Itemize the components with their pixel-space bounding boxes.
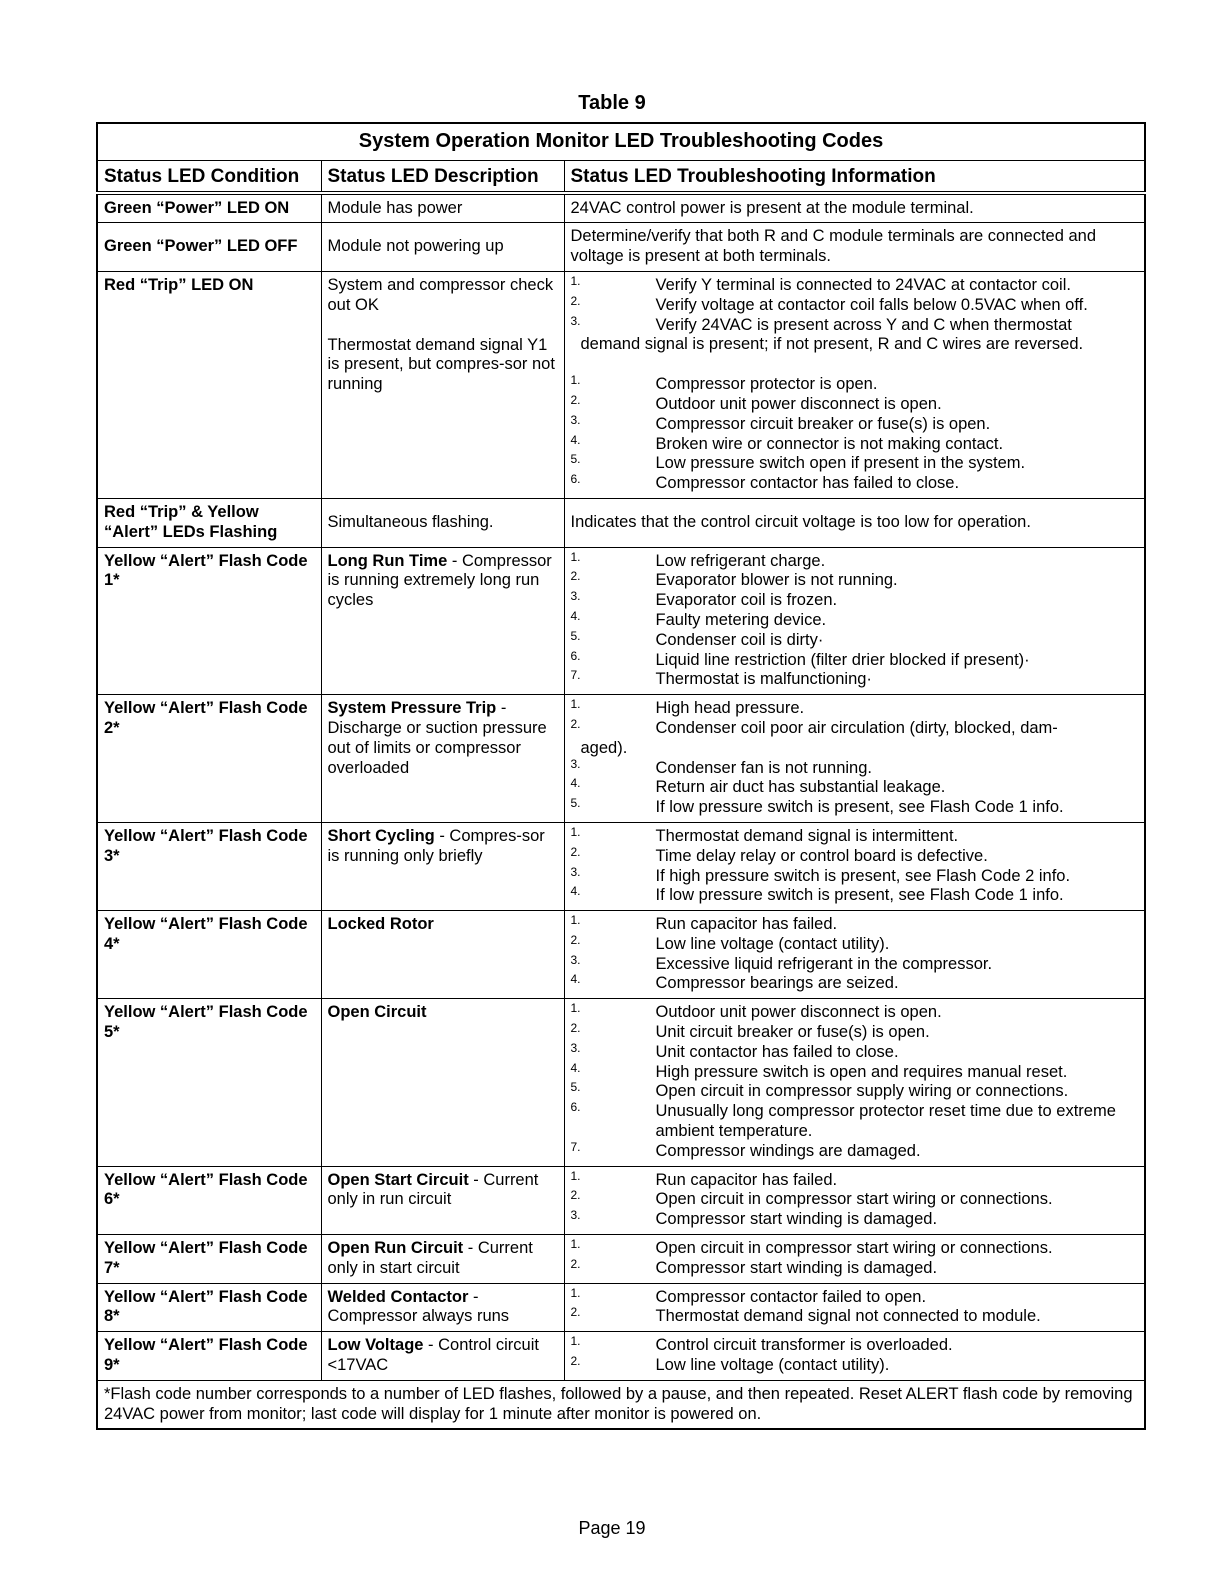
list-number: 1. (570, 1285, 581, 1300)
list-item-text: Open circuit in compressor supply wiring or connections. (655, 1082, 1069, 1101)
list-item-text: Compressor contactor has failed to close. (655, 474, 960, 493)
list-item-text: Open circuit in compressor start wiring or connections. (655, 1190, 1053, 1209)
list-item (570, 932, 1139, 955)
table-footnote: *Flash code number corresponds to a number of LED flashes, followed by a pause, and then repeated. Reset ALERT flash code by removing 24VAC power from monitor; last code will display for 1 minute after monitor is powered on. (97, 1380, 1145, 1429)
numbered-list (571, 1239, 1139, 1279)
list-item-text: Compressor windings are damaged. (655, 1141, 921, 1160)
list-item (571, 1356, 1139, 1376)
numbered-list (570, 824, 1139, 906)
information-cell (564, 547, 1145, 695)
list-item (571, 1190, 1139, 1210)
list-item (570, 1060, 1139, 1083)
list-number: 1. (570, 1237, 581, 1252)
information-cell (564, 1235, 1145, 1284)
table-row (97, 271, 1145, 498)
list-item (570, 1139, 1139, 1162)
table-row (97, 498, 1145, 547)
description-text: - Discharge or suction pressure out of limits or compressor overloaded (327, 699, 547, 777)
description-cell (321, 822, 564, 910)
description-title: System Pressure Trip (327, 699, 497, 718)
list-item (570, 756, 1139, 779)
list-number: 4. (570, 972, 581, 987)
list-item-text: Unit circuit breaker or fuse(s) is open. (655, 1023, 930, 1042)
list-number: 2. (570, 392, 581, 407)
list-item-text: Excessive liquid refrigerant in the compressor. (655, 954, 993, 973)
list-item-text: Compressor start winding is damaged. (655, 1210, 938, 1229)
list-item (571, 1003, 1139, 1023)
list-number: 4. (570, 884, 581, 899)
description-block (328, 1288, 558, 1328)
condition-cell: Yellow “Alert” Flash Code 5* (97, 999, 321, 1166)
list-number: 7. (570, 668, 581, 683)
information-cell (564, 822, 1145, 910)
list-item-text: Time delay relay or control board is defective. (655, 846, 988, 865)
list-item-text: Verify 24VAC is present across Y and C when thermostat (655, 315, 1072, 334)
list-item (571, 571, 1139, 591)
list-item-text: If high pressure switch is present, see Flash Code 2 info. (655, 866, 1071, 885)
description-block (328, 237, 558, 257)
numbered-list (571, 375, 1139, 494)
list-number: 2. (570, 1256, 581, 1271)
list-item-text: Low refrigerant charge. (655, 551, 826, 570)
list-item-text: Run capacitor has failed. (655, 1170, 838, 1189)
information-cell (564, 695, 1145, 823)
table-row (97, 1166, 1145, 1234)
condition-cell: Red “Trip” LED ON (97, 271, 321, 498)
list-item (570, 844, 1139, 867)
list-item (571, 454, 1139, 474)
description-block (328, 827, 558, 867)
condition-cell: Yellow “Alert” Flash Code 7* (97, 1235, 321, 1284)
list-number: 3. (570, 952, 581, 967)
list-item (570, 1168, 1139, 1191)
condition-cell: Red “Trip” & Yellow “Alert” LEDs Flashing (97, 498, 321, 547)
description-block (328, 513, 558, 533)
description-title: Locked Rotor (327, 915, 434, 934)
table-heading: System Operation Monitor LED Troubleshooting Codes (97, 123, 1145, 160)
description-cell (321, 999, 564, 1166)
list-item (571, 1307, 1139, 1327)
list-item (571, 375, 1139, 395)
list-continuation: demand signal is present; if not present, R and C wires are reversed. (580, 335, 1084, 354)
list-number: 5. (570, 1080, 581, 1095)
description-block (328, 552, 558, 611)
table-title: Table 9 (578, 92, 646, 114)
description-text: Thermostat demand signal Y1 is present, but compres-sor not running (327, 335, 555, 394)
list-item (571, 974, 1139, 994)
list-number: 4. (570, 432, 581, 447)
description-block (328, 915, 558, 935)
description-cell (321, 1332, 564, 1381)
list-item-text: Outdoor unit power disconnect is open. (655, 394, 942, 413)
list-item (570, 952, 1139, 975)
information-cell: 24VAC control power is present at the module terminal. (564, 193, 1145, 223)
list-item-text: Evaporator blower is not running. (655, 571, 898, 590)
list-item-text: Low pressure switch open if present in the system. (655, 454, 1026, 473)
list-item (571, 778, 1139, 798)
list-item (570, 432, 1139, 455)
list-item (570, 293, 1139, 316)
list-item (571, 699, 1139, 719)
description-title: Open Run Circuit (327, 1239, 464, 1258)
condition-cell: Yellow “Alert” Flash Code 3* (97, 822, 321, 910)
numbered-list (571, 1003, 1139, 1161)
list-item-text: Return air duct has substantial leakage. (655, 778, 946, 797)
list-item-text: Evaporator coil is frozen. (655, 591, 838, 610)
list-number: 1. (570, 373, 581, 388)
list-number: 1. (570, 697, 581, 712)
list-item-text: Condenser coil poor air circulation (dirty, blocked, dam- (655, 718, 1058, 737)
description-title: Open Circuit (327, 1003, 427, 1022)
troubleshooting-table (96, 122, 1146, 1430)
numbered-list (570, 1285, 1139, 1328)
list-item (571, 1082, 1139, 1102)
table-row (97, 695, 1145, 823)
condition-cell: Yellow “Alert” Flash Code 2* (97, 695, 321, 823)
description-title: Short Cycling (327, 826, 435, 845)
list-number: 3. (570, 756, 581, 771)
list-number: 2. (570, 1188, 581, 1203)
list-number: 7. (570, 1139, 581, 1154)
table-row (97, 547, 1145, 695)
description-cell (321, 911, 564, 999)
list-number: 2. (570, 844, 581, 859)
description-text: System and compressor check out OK (327, 275, 554, 314)
list-number: 5. (570, 796, 581, 811)
numbered-list (571, 1336, 1139, 1376)
information-cell (564, 999, 1145, 1166)
list-number: 3. (570, 1208, 581, 1223)
list-item-text: Outdoor unit power disconnect is open. (655, 1003, 942, 1022)
list-item-text: High pressure switch is open and requires manual reset. (655, 1062, 1068, 1081)
description-block (328, 276, 558, 316)
list-item (570, 1285, 1139, 1308)
table-row (97, 911, 1145, 999)
list-item (571, 591, 1139, 611)
list-item-text: Compressor circuit breaker or fuse(s) is open. (655, 414, 991, 433)
description-title: Open Start Circuit (327, 1170, 469, 1189)
description-text: Module not powering up (327, 237, 504, 256)
list-item (570, 628, 1139, 651)
condition-cell: Yellow “Alert” Flash Code 9* (97, 1332, 321, 1381)
list-number: 1. (570, 824, 581, 839)
list-item-text: Condenser fan is not running. (655, 758, 872, 777)
list-item (570, 648, 1139, 671)
list-item-text: Verify Y terminal is connected to 24VAC at contactor coil. (655, 275, 1071, 294)
information-cell (564, 911, 1145, 999)
description-text: Simultaneous flashing. (327, 512, 494, 531)
list-item (570, 608, 1139, 631)
list-number: 5. (570, 452, 581, 467)
list-item-text: Compressor bearings are seized. (655, 974, 899, 993)
list-item (570, 412, 1139, 435)
list-item (571, 1336, 1139, 1356)
list-number: 2. (570, 1354, 581, 1369)
list-number: 1. (570, 273, 581, 288)
description-text: - Current only in start circuit (327, 1239, 533, 1277)
list-item (570, 716, 1139, 739)
condition-cell: Yellow “Alert” Flash Code 4* (97, 911, 321, 999)
list-number: 1. (570, 1334, 581, 1349)
list-number: 3. (570, 1040, 581, 1055)
column-header-information: Status LED Troubleshooting Information (564, 160, 1145, 192)
list-item (571, 1239, 1139, 1259)
list-item (571, 886, 1139, 906)
page-number: Page 19 (578, 1518, 646, 1538)
list-number: 2. (570, 716, 581, 731)
description-block (328, 1336, 558, 1376)
information-cell (564, 1332, 1145, 1381)
list-item (571, 670, 1139, 690)
condition-cell: Yellow “Alert” Flash Code 1* (97, 547, 321, 695)
table-row (97, 1283, 1145, 1332)
information-cell: Indicates that the control circuit voltage is too low for operation. (564, 498, 1145, 547)
numbered-list (570, 549, 1139, 691)
list-item (570, 1256, 1139, 1279)
table-row (97, 193, 1145, 223)
list-number: 6. (570, 1100, 581, 1115)
information-cell (564, 1166, 1145, 1234)
list-number: 2. (570, 569, 581, 584)
list-item (570, 273, 1139, 296)
description-text: - Current only in run circuit (327, 1170, 539, 1209)
list-number: 2. (570, 932, 581, 947)
list-item-text: High head pressure. (655, 699, 805, 718)
description-text: - Compres-sor is running only briefly (327, 826, 545, 865)
numbered-list (570, 273, 1139, 355)
list-number: 6. (570, 472, 581, 487)
numbered-list (570, 1168, 1139, 1230)
list-number: 3. (570, 864, 581, 879)
list-item (570, 1040, 1139, 1063)
description-text: - Control circuit <17VAC (327, 1336, 539, 1375)
description-text: Module has power (327, 198, 463, 217)
column-header-description: Status LED Description (321, 160, 564, 192)
list-number: 1. (570, 549, 581, 564)
list-item (571, 798, 1139, 818)
list-number: 4. (570, 1060, 581, 1075)
table-body (97, 193, 1145, 1381)
description-title: Long Run Time (327, 551, 448, 570)
list-item-text: Verify voltage at contactor coil falls below 0.5VAC when off. (655, 295, 1088, 314)
list-item (571, 915, 1139, 935)
list-item-text: If low pressure switch is present, see Flash Code 1 info. (655, 798, 1064, 817)
description-cell (321, 1166, 564, 1234)
list-number: 2. (570, 293, 581, 308)
list-number: 4. (570, 608, 581, 623)
list-number: 1. (570, 1168, 581, 1183)
list-item (570, 392, 1139, 415)
list-item-text: Compressor contactor failed to open. (655, 1287, 927, 1306)
list-item-text: Open circuit in compressor start wiring or connections. (655, 1239, 1053, 1258)
condition-cell: Green “Power” LED ON (97, 193, 321, 223)
list-item (570, 864, 1139, 887)
description-text: - Compressor is running extremely long run cycles (327, 551, 552, 610)
description-cell (321, 1283, 564, 1332)
description-cell (321, 498, 564, 547)
list-number: 3. (570, 313, 581, 328)
list-number: 5. (570, 628, 581, 643)
list-number: 2. (570, 1305, 581, 1320)
list-item-text: Faulty metering device. (655, 610, 827, 629)
list-item-text: Low line voltage (contact utility). (655, 934, 890, 953)
description-cell (321, 193, 564, 223)
description-cell (321, 271, 564, 498)
description-block (328, 199, 558, 219)
description-cell (321, 547, 564, 695)
table-row (97, 999, 1145, 1166)
description-block (328, 336, 558, 395)
list-item-text: If low pressure switch is present, see Flash Code 1 info. (655, 886, 1064, 905)
list-item-text: Low line voltage (contact utility). (655, 1356, 890, 1375)
description-block (328, 1171, 558, 1211)
list-item-text: Broken wire or connector is not making contact. (655, 434, 1004, 453)
list-continuation: aged). (580, 738, 628, 757)
condition-cell: Yellow “Alert” Flash Code 8* (97, 1283, 321, 1332)
list-item-text: Condenser coil is dirty· (655, 630, 824, 649)
description-block (328, 699, 558, 778)
list-number: 3. (570, 589, 581, 604)
condition-cell: Green “Power” LED OFF (97, 223, 321, 272)
list-item-text: Unit contactor has failed to close. (655, 1042, 899, 1061)
information-cell (564, 271, 1145, 498)
list-item-text: Unusually long compressor protector reset time due to extreme ambient temperature. (655, 1102, 1116, 1141)
table-row (97, 1235, 1145, 1284)
description-block (328, 1239, 558, 1279)
information-cell: Determine/verify that both R and C module terminals are connected and voltage is present at both terminals. (564, 223, 1145, 272)
list-number: 3. (570, 412, 581, 427)
table-row (97, 1332, 1145, 1381)
list-item-text: Control circuit transformer is overloaded. (655, 1336, 953, 1355)
list-number: 1. (570, 1001, 581, 1016)
list-number: 1. (570, 913, 581, 928)
list-item-text: Compressor start winding is damaged. (655, 1258, 938, 1277)
list-item (571, 474, 1139, 494)
list-item-text: Thermostat is malfunctioning· (655, 670, 872, 689)
description-block (328, 1003, 558, 1023)
condition-cell: Yellow “Alert” Flash Code 6* (97, 1166, 321, 1234)
information-cell (564, 1283, 1145, 1332)
description-text: - Compressor always runs (327, 1287, 510, 1326)
description-title: Welded Contactor (327, 1287, 469, 1306)
list-number: 4. (570, 776, 581, 791)
list-item (570, 313, 1139, 336)
list-item (571, 1023, 1139, 1043)
list-item-text: Liquid line restriction (filter drier blocked if present)· (655, 650, 1030, 669)
list-item (570, 824, 1139, 847)
list-item-text: Thermostat demand signal is intermittent. (655, 826, 959, 845)
table-row (97, 223, 1145, 272)
description-title: Low Voltage (327, 1336, 424, 1355)
list-number: 2. (570, 1021, 581, 1036)
list-item-text: Thermostat demand signal not connected to module. (655, 1307, 1041, 1326)
list-number: 6. (570, 648, 581, 663)
table-row (97, 822, 1145, 910)
list-item-text: Compressor protector is open. (655, 375, 878, 394)
description-cell (321, 695, 564, 823)
list-item (570, 549, 1139, 572)
list-item (571, 1102, 1139, 1142)
numbered-list (571, 699, 1139, 818)
description-cell (321, 223, 564, 272)
numbered-list (571, 915, 1139, 994)
column-header-condition: Status LED Condition (97, 160, 321, 192)
list-item-text: Run capacitor has failed. (655, 915, 838, 934)
list-item (571, 1210, 1139, 1230)
description-cell (321, 1235, 564, 1284)
